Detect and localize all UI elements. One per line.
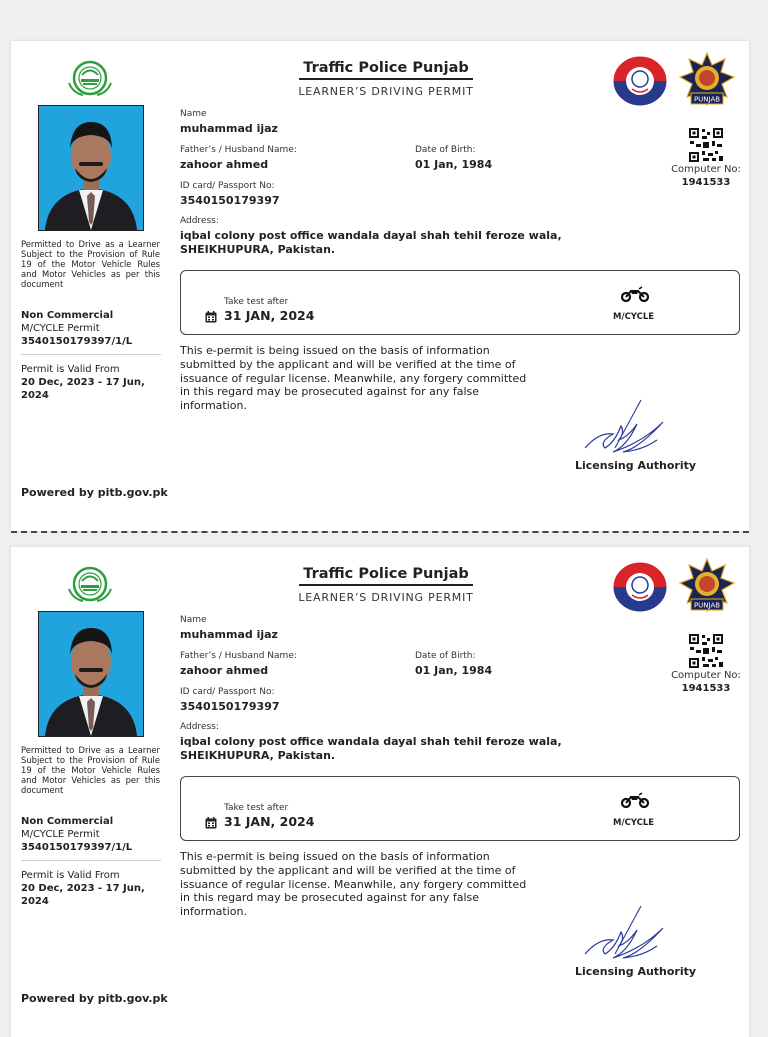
category-label: Non Commercial bbox=[21, 310, 114, 321]
id-field bbox=[180, 687, 280, 714]
address-value: iqbal colony post office wandala dayal shah tehil feroze wala, SHEIKHUPURA, Pakistan. bbox=[180, 735, 562, 762]
valid-range: 20 Dec, 2023 - 17 Jun, 2024 bbox=[21, 377, 145, 401]
disclaimer-text: This e-permit is being issued on the basis of information submitted by the applicant and will be verified at the time of issuance of regular license. Meanwhile, any forgery committed in this regard may be prosecuted against for any false information. bbox=[180, 344, 527, 413]
validity bbox=[21, 869, 161, 908]
permit-card-2 bbox=[11, 547, 749, 1037]
permit-card-1 bbox=[11, 41, 749, 531]
permit-conditions: Permitted to Drive as a Learner Subject to the Provision of Rule 19 of the Motor Vehicle Rules and Motor Vehicles as per this document bbox=[21, 239, 160, 289]
vehicle-type: M/CYCLE bbox=[613, 818, 655, 828]
traffic-badge-icon bbox=[679, 51, 735, 109]
permit-header bbox=[276, 563, 496, 604]
address-field bbox=[180, 216, 650, 257]
name-value: muhammad ijaz bbox=[180, 122, 278, 135]
divider bbox=[21, 860, 161, 861]
applicant-photo bbox=[38, 105, 144, 231]
test-info-box bbox=[180, 776, 740, 841]
powered-by: Powered by pitb.gov.pk bbox=[21, 486, 168, 499]
svg-text:PUNJAB: PUNJAB bbox=[693, 95, 721, 104]
cut-line bbox=[11, 531, 749, 533]
computer-label: Computer No: bbox=[671, 670, 741, 681]
dob-label: Date of Birth: bbox=[415, 651, 476, 661]
father-value: zahoor ahmed bbox=[180, 664, 269, 677]
id-value: 3540150179397 bbox=[180, 194, 280, 207]
computer-number bbox=[671, 669, 741, 695]
dob-value: 01 Jan, 1984 bbox=[415, 158, 493, 171]
dob-field bbox=[415, 145, 492, 172]
dob-value: 01 Jan, 1984 bbox=[415, 664, 493, 677]
id-label: ID card/ Passport No: bbox=[180, 181, 275, 191]
category-label: Non Commercial bbox=[21, 816, 114, 827]
take-test-date: 31 JAN, 2024 bbox=[224, 308, 315, 323]
signature bbox=[583, 396, 687, 458]
computer-value: 1941533 bbox=[681, 683, 731, 694]
applicant-photo bbox=[38, 611, 144, 737]
calendar-icon bbox=[205, 311, 217, 323]
name-label: Name bbox=[180, 109, 207, 119]
address-label: Address: bbox=[180, 722, 219, 732]
computer-value: 1941533 bbox=[681, 177, 731, 188]
father-label: Father’s / Husband Name: bbox=[180, 651, 297, 661]
disclaimer-text: This e-permit is being issued on the basis of information submitted by the applicant and will be verified at the time of issuance of regular license. Meanwhile, any forgery committed in this regard may be prosecuted against for any false information. bbox=[180, 850, 527, 919]
address-label: Address: bbox=[180, 216, 219, 226]
address-field bbox=[180, 722, 650, 763]
qr-code-icon bbox=[688, 127, 724, 163]
permit-header bbox=[276, 57, 496, 98]
page-subtitle: LEARNER’S DRIVING PERMIT bbox=[298, 591, 474, 604]
take-test-label: Take test after bbox=[224, 297, 289, 307]
police-logo-icon bbox=[612, 561, 668, 613]
permit-conditions: Permitted to Drive as a Learner Subject to the Provision of Rule 19 of the Motor Vehicle Rules and Motor Vehicles as per this document bbox=[21, 745, 160, 795]
name-label: Name bbox=[180, 615, 207, 625]
signature bbox=[583, 902, 687, 964]
page-title: Traffic Police Punjab bbox=[299, 60, 472, 80]
permit-number: 3540150179397/1/L bbox=[21, 336, 133, 347]
id-label: ID card/ Passport No: bbox=[180, 687, 275, 697]
validity bbox=[21, 363, 161, 402]
take-test-label: Take test after bbox=[224, 803, 289, 813]
motorcycle-icon bbox=[621, 286, 649, 302]
motorcycle-icon bbox=[621, 792, 649, 808]
valid-label: Permit is Valid From bbox=[21, 870, 120, 881]
permit-category bbox=[21, 815, 161, 854]
calendar-icon bbox=[205, 817, 217, 829]
vehicle-type: M/CYCLE bbox=[613, 312, 655, 322]
punjab-emblem-icon bbox=[67, 565, 113, 603]
father-field bbox=[180, 145, 297, 172]
licensing-authority: Licensing Authority bbox=[575, 965, 697, 978]
punjab-emblem-icon bbox=[67, 59, 113, 97]
father-label: Father’s / Husband Name: bbox=[180, 145, 297, 155]
powered-by: Powered by pitb.gov.pk bbox=[21, 992, 168, 1005]
svg-text:PUNJAB: PUNJAB bbox=[693, 601, 721, 610]
test-info-box bbox=[180, 270, 740, 335]
dob-label: Date of Birth: bbox=[415, 145, 476, 155]
traffic-badge-icon bbox=[679, 557, 735, 615]
address-value: iqbal colony post office wandala dayal shah tehil feroze wala, SHEIKHUPURA, Pakistan. bbox=[180, 229, 562, 256]
name-field bbox=[180, 615, 278, 642]
police-logo-icon bbox=[612, 55, 668, 107]
permit-type: M/CYCLE Permit bbox=[21, 829, 100, 840]
id-value: 3540150179397 bbox=[180, 700, 280, 713]
computer-label: Computer No: bbox=[671, 164, 741, 175]
dob-field bbox=[415, 651, 492, 678]
licensing-authority: Licensing Authority bbox=[575, 459, 697, 472]
computer-number bbox=[671, 163, 741, 189]
permit-category bbox=[21, 309, 161, 348]
page-title: Traffic Police Punjab bbox=[299, 566, 472, 586]
name-field bbox=[180, 109, 278, 136]
qr-code-icon bbox=[688, 633, 724, 669]
father-field bbox=[180, 651, 297, 678]
name-value: muhammad ijaz bbox=[180, 628, 278, 641]
father-value: zahoor ahmed bbox=[180, 158, 269, 171]
id-field bbox=[180, 181, 280, 208]
valid-range: 20 Dec, 2023 - 17 Jun, 2024 bbox=[21, 883, 145, 907]
valid-label: Permit is Valid From bbox=[21, 364, 120, 375]
page-subtitle: LEARNER’S DRIVING PERMIT bbox=[298, 85, 474, 98]
take-test-date: 31 JAN, 2024 bbox=[224, 814, 315, 829]
divider bbox=[21, 354, 161, 355]
permit-type: M/CYCLE Permit bbox=[21, 323, 100, 334]
permit-number: 3540150179397/1/L bbox=[21, 842, 133, 853]
